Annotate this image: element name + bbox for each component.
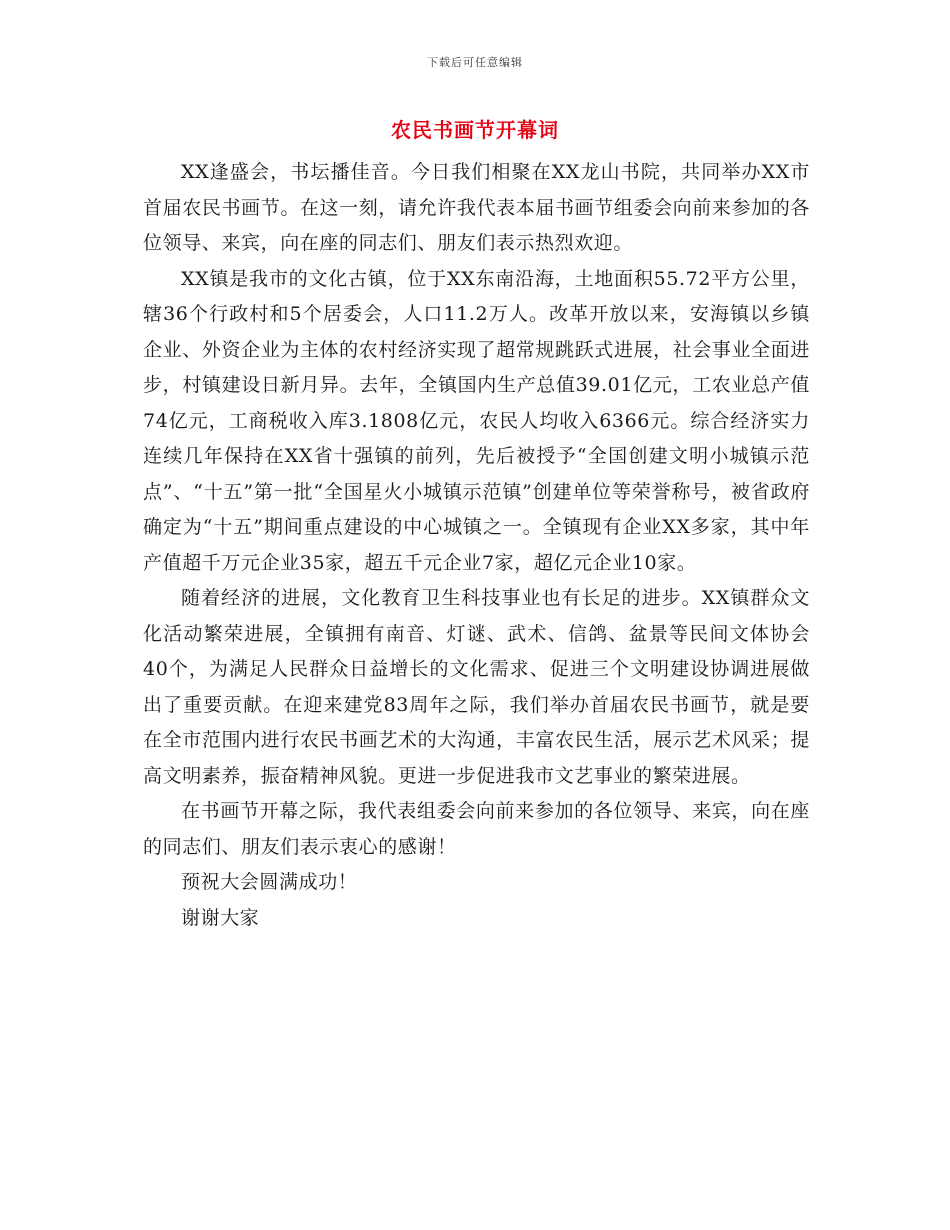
paragraph-wish: 预祝大会圆满成功！ [181,871,358,893]
paragraph-thanks: 在书画节开幕之际，我代表组委会向前来参加的各位领导、来宾，向在座的同志们、朋友们表示衷心的感谢！ [143,800,810,858]
paragraph-town-overview: XX镇是我市的文化古镇，位于XX东南沿海，土地面积55.72平方公里，辖36个行政村和5个居委会，人口11.2万人。改革开放以来，安海镇以乡镇企业、外资企业为主体的农村经济实现了超常规跳跃式进展，社会事业全面进步，村镇建设日新月异。去年，全镇国内生产总值39.01亿元，工农业总产值74亿元，工商税收入库3.1808亿元，农民人均收入6366元。综合经济实力连续几年保持在XX省十强镇的前列，先后被授予“全国创建文明小城镇示范点”、“十五”第一批“全国星火小城镇示范镇”创建单位等荣誉称号，被省政府确定为“十五”期间重点建设的中心城镇之一。全镇现有企业XX多家，其中年产值超千万元企业35家，超五千元企业7家，超亿元企业10家。 [143,267,810,574]
paragraph-closing: 谢谢大家 [181,906,260,929]
header-note: 下载后可任意编辑 [427,56,523,69]
paragraph-opening: XX逢盛会，书坛播佳音。今日我们相聚在XX龙山书院，共同举办XX市首届农民书画节。在这一刻，请允许我代表本届书画节组委会向前来参加的各位领导、来宾，向在座的同志们、朋友们表示热烈欢迎。 [143,161,810,254]
document-body [143,155,810,936]
document-title: 农民书画节开幕词 [391,118,559,142]
paragraph-culture: 随着经济的进展，文化教育卫生科技事业也有长足的进步。XX镇群众文化活动繁荣进展，全镇拥有南音、灯谜、武术、信鸽、盆景等民间文体协会40个，为满足人民群众日益增长的文化需求、促进三个文明建设协调进展做出了重要贡献。在迎来建党83周年之际，我们举办首届农民书画节，就是要在全市范围内进行农民书画艺术的大沟通，丰富农民生活，展示艺术风采；提高文明素养，振奋精神风貌。更进一步促进我市文艺事业的繁荣进展。 [143,587,810,787]
